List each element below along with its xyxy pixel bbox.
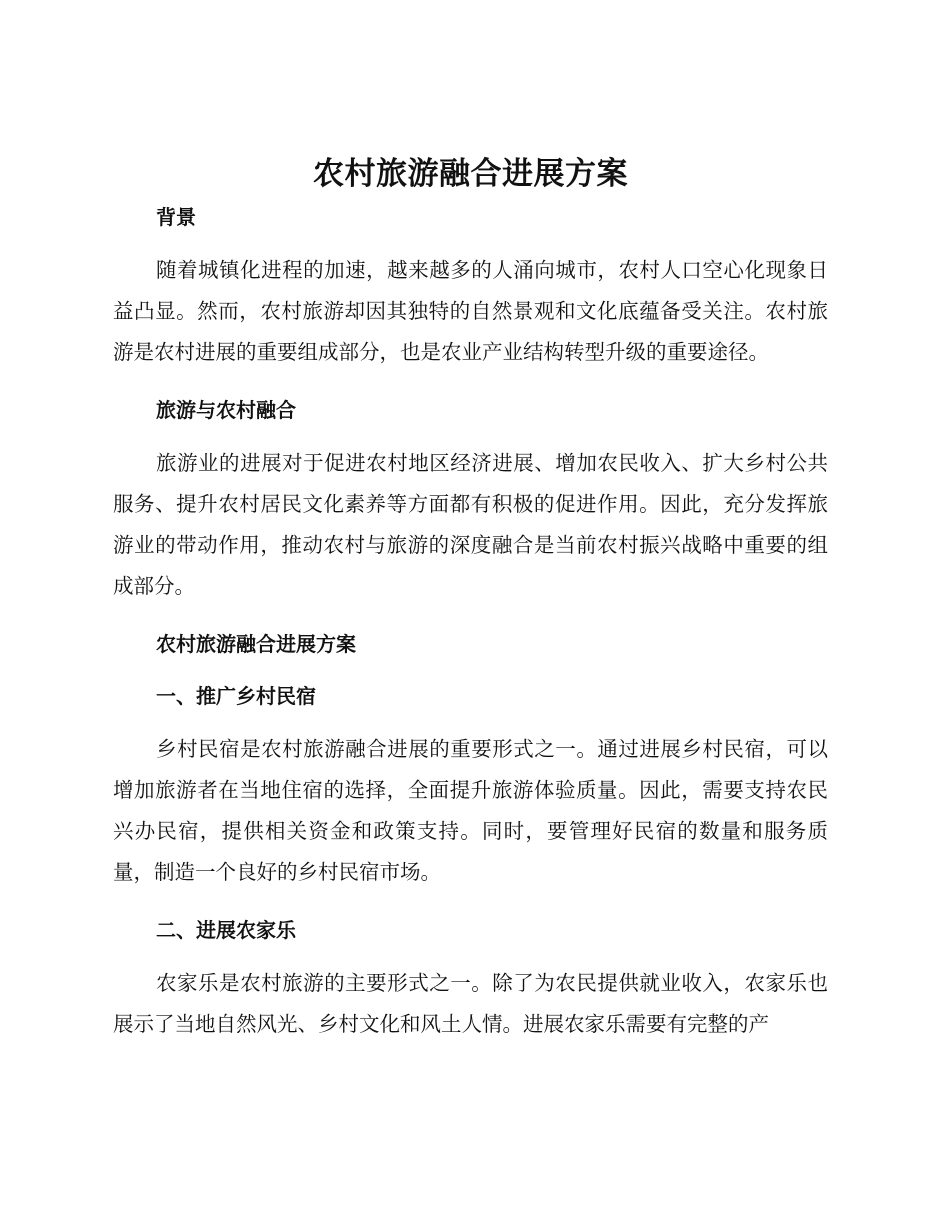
paragraph-background: 随着城镇化进程的加速，越来越多的人涌向城市，农村人口空心化现象日益凸显。然而，农村旅游却因其独特的自然景观和文化底蕴备受关注。农村旅游是农村进展的重要组成部分，也是农业产业结构转型升级的重要途径。 [113, 258, 828, 364]
document-title: 农村旅游融合进展方案 [313, 156, 628, 192]
paragraph-farmstay: 农家乐是农村旅游的主要形式之一。除了为农民提供就业收入，农家乐也展示了当地自然风光、乡村文化和风土人情。进展农家乐需要有完整的产 [113, 971, 828, 1036]
section-heading-homestay: 一、推广乡村民宿 [156, 684, 316, 708]
section-heading-plan: 农村旅游融合进展方案 [156, 632, 356, 656]
section-heading-farmstay: 二、进展农家乐 [156, 918, 296, 942]
section-heading-fusion: 旅游与农村融合 [156, 398, 296, 422]
paragraph-homestay: 乡村民宿是农村旅游融合进展的重要形式之一。通过进展乡村民宿，可以增加旅游者在当地住宿的选择，全面提升旅游体验质量。因此，需要支持农民兴办民宿，提供相关资金和政策支持。同时，要管理好民宿的数量和服务质量，制造一个良好的乡村民宿市场。 [113, 737, 828, 884]
paragraph-fusion: 旅游业的进展对于促进农村地区经济进展、增加农民收入、扩大乡村公共服务、提升农村居民文化素养等方面都有积极的促进作用。因此，充分发挥旅游业的带动作用，推动农村与旅游的深度融合是当前农村振兴战略中重要的组成部分。 [113, 451, 828, 598]
section-heading-background: 背景 [156, 205, 196, 229]
